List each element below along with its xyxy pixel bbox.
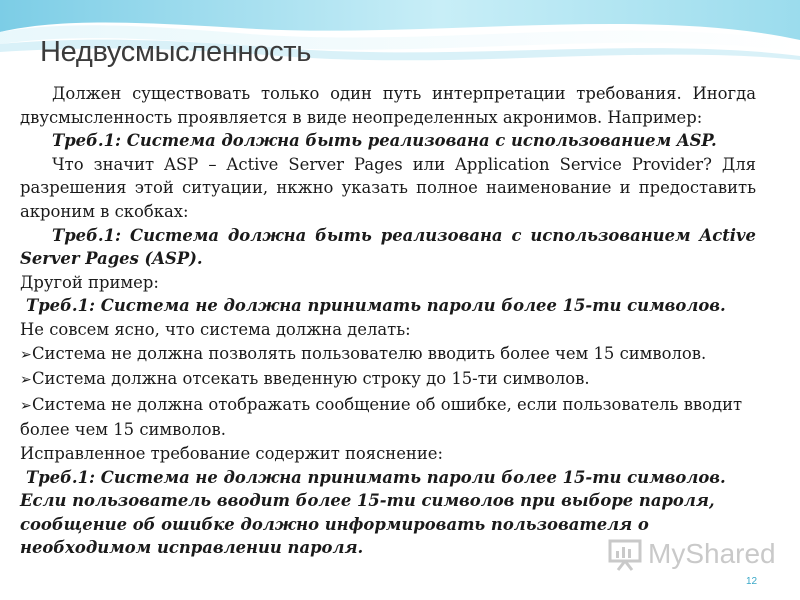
another-example-label: Другой пример: — [20, 272, 159, 292]
presentation-board-icon — [608, 537, 642, 571]
bullet-item — [20, 342, 756, 368]
requirement-example-1: Треб.1: Система должна быть реализована с использованием ASP. — [52, 131, 717, 151]
arrow-bullet-icon: ➢ — [20, 346, 32, 363]
requirement-example-2-fixed: Треб.1: Система не должна принимать пароли более 15-ти символов. — [26, 467, 726, 487]
arrow-bullet-icon: ➢ — [20, 372, 32, 389]
intro-paragraph: Должен существовать только один путь интерпретации требования. Иногда двусмысленность проявляется в виде неопределенных акронимов. Например: — [20, 84, 756, 127]
page-number: 12 — [746, 576, 758, 587]
corrected-intro-label: Исправленное требование содержит пояснение: — [20, 443, 444, 463]
requirement-example-2-clarification: Если пользователь вводит более 15-ти символов при выборе пароля, сообщение об ошибке должно информировать пользователя о необходимом исправлении пароля. — [20, 491, 715, 558]
requirement-example-2: Треб.1: Система не должна принимать пароли более 15-ти символов. — [26, 296, 726, 316]
bullet-item — [20, 367, 756, 393]
slide-body — [20, 82, 756, 560]
requirement-example-1-fixed: Треб.1: Система должна быть реализована с использованием Active Server Pages (ASP). — [20, 225, 756, 269]
bullet-text: Система не должна позволять пользователю вводить более чем 15 символов. — [32, 343, 707, 363]
bullet-text: Система должна отсекать введенную строку до 15-ти символов. — [32, 369, 590, 389]
asp-question-paragraph: Что значит ASP – Active Server Pages или Application Service Provider? Для разрешения этой ситуации, нкжно указать полное наименование и предоставить акроним в скобках: — [20, 154, 756, 221]
arrow-bullet-icon: ➢ — [20, 397, 32, 414]
unclear-label: Не совсем ясно, что система должна делать: — [20, 319, 411, 339]
bullet-item — [20, 393, 756, 442]
watermark-text: MyShared — [648, 538, 776, 569]
slide-title: Недвусмысленность — [40, 36, 312, 68]
bullet-text: Система не должна отображать сообщение об ошибке, если пользователь вводит более чем 15 символов. — [20, 394, 743, 440]
watermark — [608, 534, 776, 574]
